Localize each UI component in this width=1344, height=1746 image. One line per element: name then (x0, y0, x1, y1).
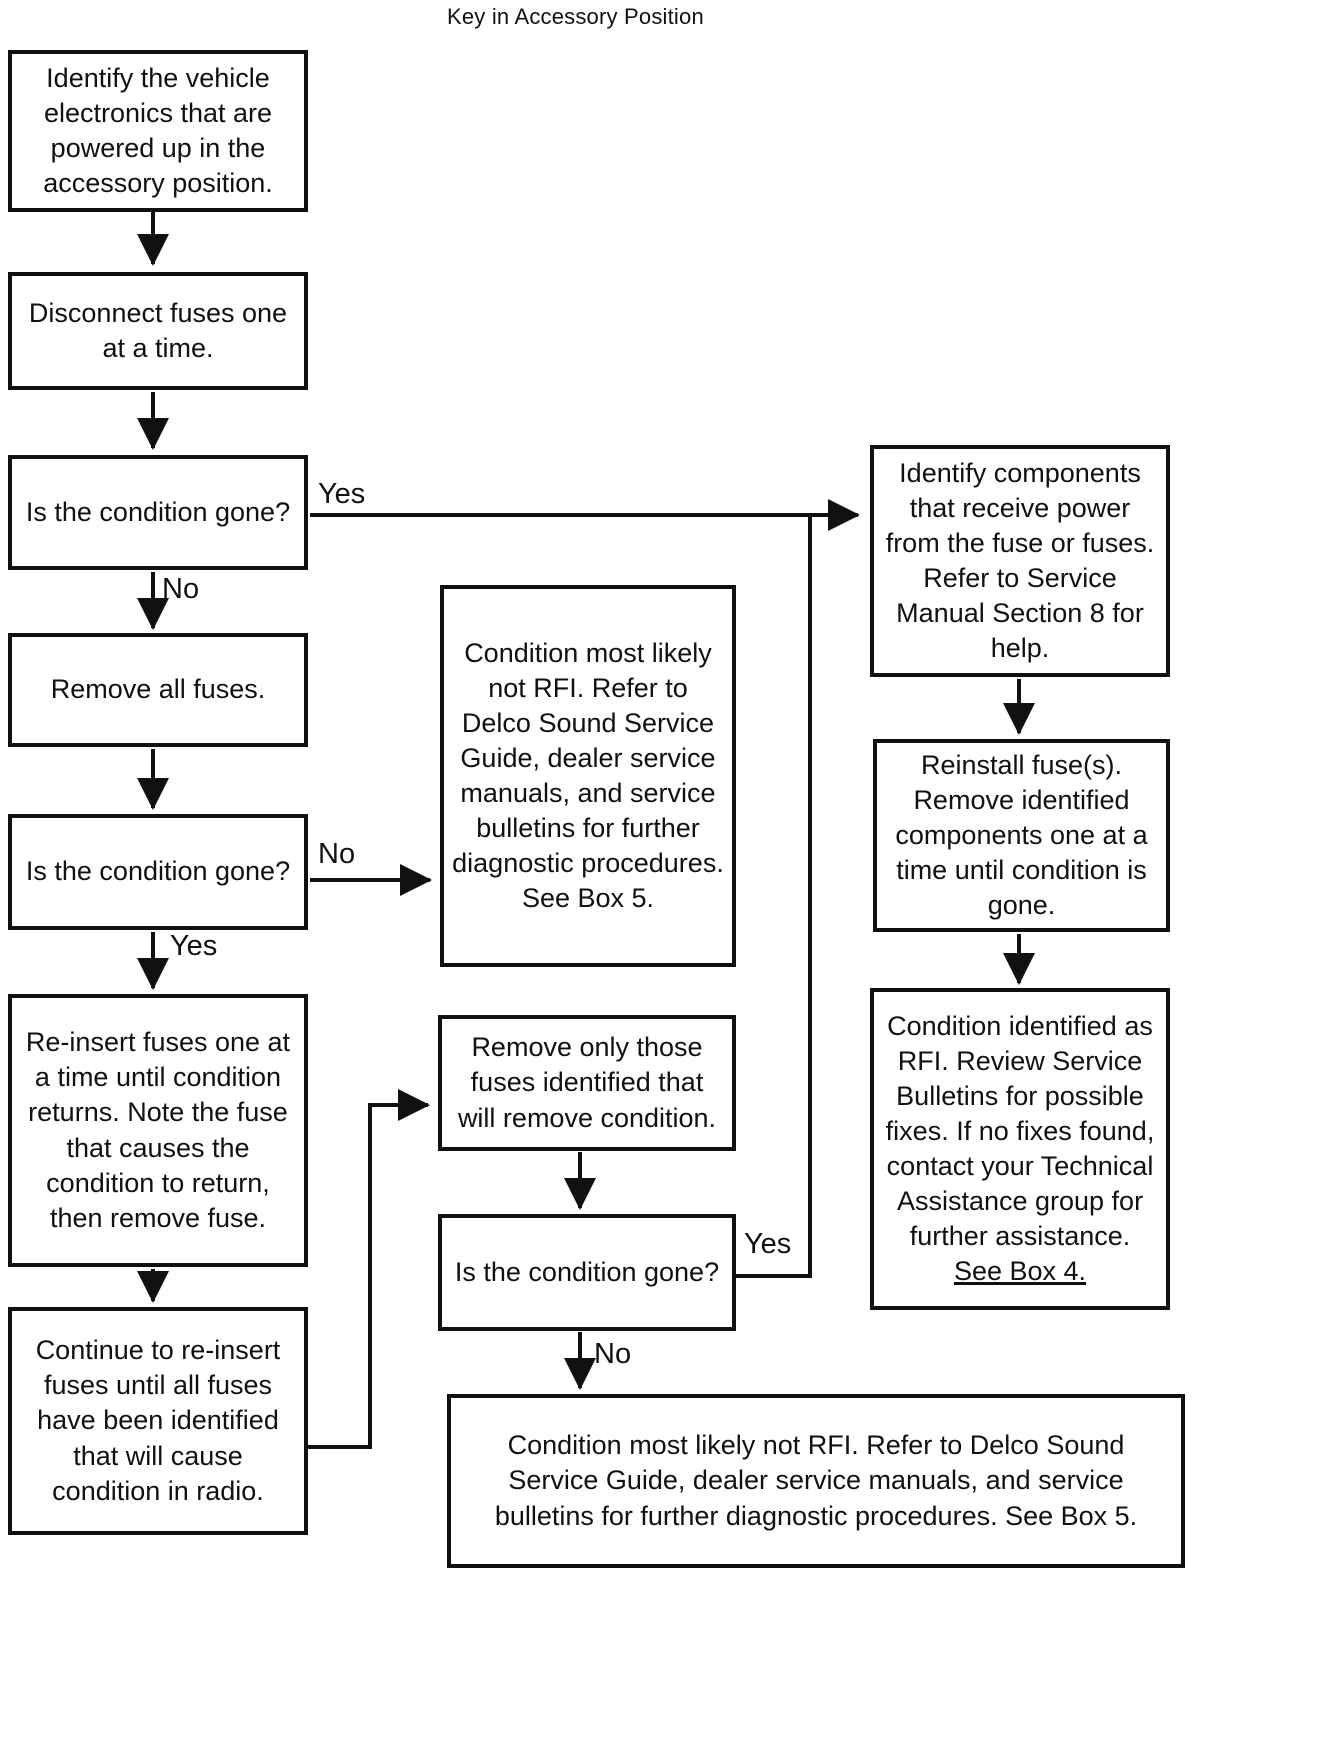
box-identify-components (870, 445, 1170, 677)
box-reinstall-fuses-text: Reinstall fuse(s). Remove identified components one at a time until condition is gone. (895, 749, 1148, 921)
label-no-condition2: No (318, 838, 356, 870)
box-remove-all-fuses (8, 633, 308, 747)
box-condition-gone-3-text: Is the condition gone? (454, 1256, 720, 1287)
box-continue-reinsert (8, 1307, 308, 1535)
page-title: Key in Accessory Position (447, 4, 704, 29)
box-condition-gone-2-text: Is the condition gone? (25, 856, 291, 887)
box-disconnect-fuses (8, 272, 308, 390)
box-condition-gone-1 (8, 455, 308, 570)
box-remove-identified-fuses-text: Remove only those fuses identified that will remove condition. (457, 1032, 717, 1133)
label-no-condition3: No (594, 1338, 632, 1370)
box-disconnect-fuses-text: Disconnect fuses one at a time. (28, 297, 288, 363)
box-remove-all-fuses-text: Remove all fuses. (50, 674, 266, 705)
box-condition-gone-3 (438, 1214, 736, 1331)
box-condition-gone-1-text: Is the condition gone? (25, 496, 291, 527)
box-reinsert-fuses-text: Re-insert fuses one at a time until condition returns. Note the fuse that causes the condition to return, then remove fuse. (25, 1027, 291, 1233)
box-not-rfi-side (440, 585, 736, 967)
connector-continue-to-remove-identified (308, 1105, 428, 1447)
box-identify-electronics-text: Identify the vehicle electronics that are powered up in the accessory position. (43, 62, 273, 199)
box-continue-reinsert-text: Continue to re-insert fuses until all fuses have been identified that will cause condition in radio. (35, 1335, 281, 1506)
label-yes-condition3: Yes (744, 1228, 792, 1260)
box-identify-components-text: Identify components that receive power from the fuse or fuses. Refer to Service Manual Section 8 for help. (885, 457, 1155, 664)
box-identify-electronics (8, 50, 308, 212)
box-not-rfi-side-text: Condition most likely not RFI. Refer to Delco Sound Service Guide, dealer service manuals, and service bulletins for further diagnostic procedures. See Box 5. (452, 637, 724, 914)
box-not-rfi-bottom-text: Condition most likely not RFI. Refer to Delco Sound Service Guide, dealer service manuals, and service bulletins for further diagnostic procedures. See Box 5. (494, 1430, 1138, 1531)
box-condition-gone-2 (8, 814, 308, 930)
label-yes-condition1: Yes (318, 478, 366, 510)
box-reinsert-fuses (8, 994, 308, 1267)
label-yes-condition2: Yes (170, 930, 218, 962)
box-remove-identified-fuses (438, 1015, 736, 1151)
box-rfi-identified-text: Condition identified as RFI. Review Service Bulletins for possible fixes. If no fixes found, contact your Technical Assistance group for further assistance. (885, 1010, 1155, 1252)
connector-condition3-yes-join (736, 515, 810, 1276)
box-reinstall-fuses (873, 739, 1170, 932)
label-no-condition1: No (162, 573, 200, 605)
box-rfi-identified (870, 988, 1170, 1310)
box-rfi-identified-see-box: See Box 4. (953, 1256, 1087, 1287)
box-not-rfi-bottom (447, 1394, 1185, 1568)
